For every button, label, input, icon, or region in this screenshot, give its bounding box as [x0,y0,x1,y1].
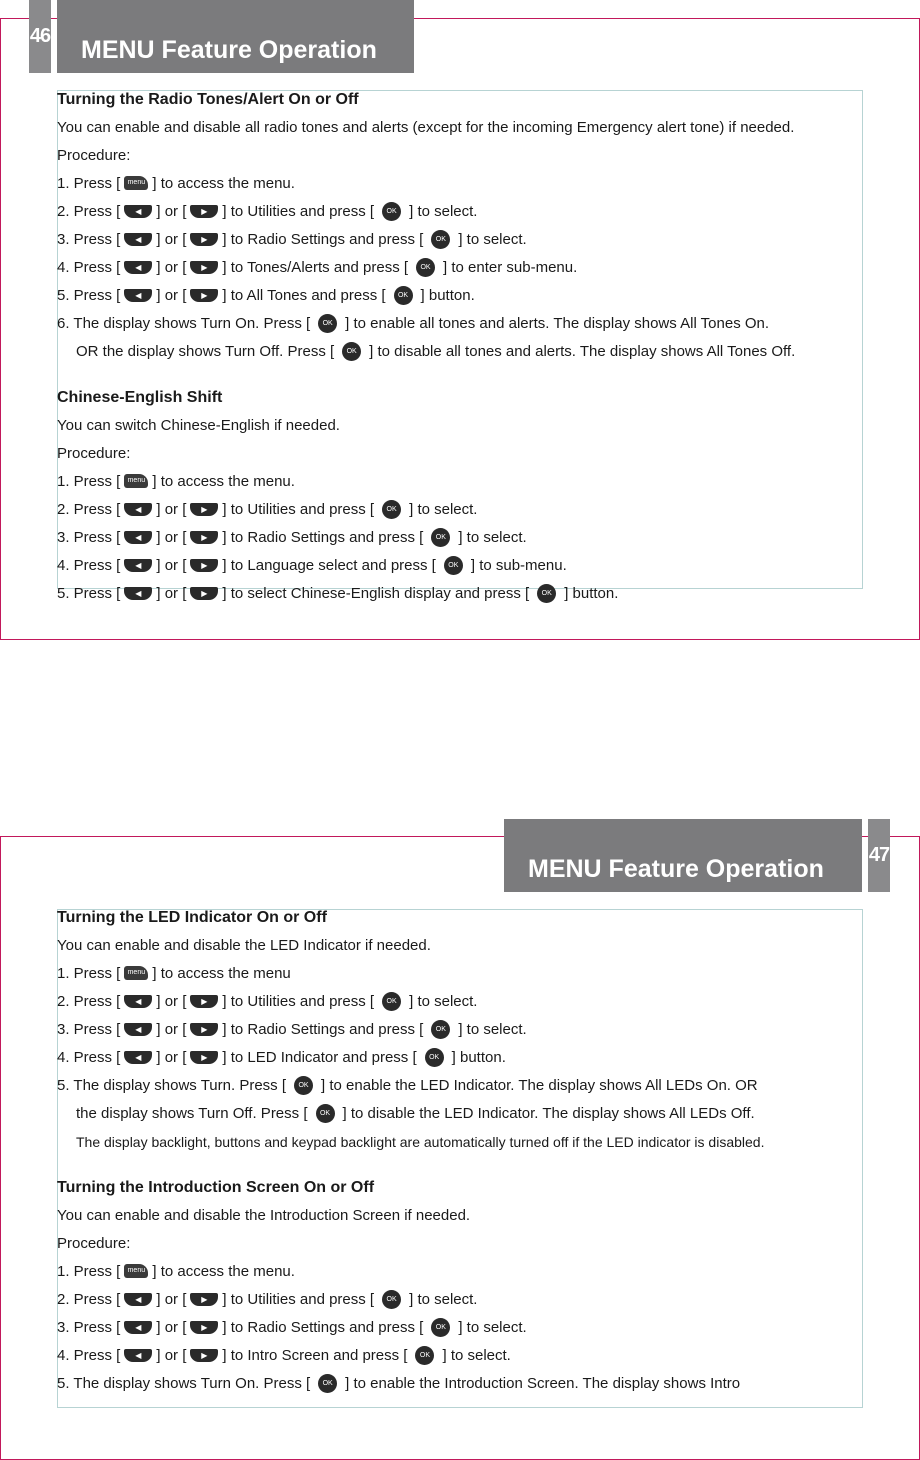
line-text: 2. Press [ [57,501,121,518]
line-text: 3. Press [ [57,1319,121,1336]
line-text: Procedure: [57,147,131,164]
line-text: 2. Press [ [57,203,121,220]
line-text: ] to Utilities and press [ [222,501,375,518]
left-arrow-key-icon: ◀ [124,587,152,600]
page-number: 47 [868,844,890,866]
ok-key-icon: OK [431,528,450,547]
procedure-line [57,1258,887,1286]
ok-key-icon: OK [537,584,556,603]
line-text: You can enable and disable all radio tones and alerts (except for the incoming Emergency alert tone) if needed. [57,119,795,136]
line-text: ] to select. [458,529,527,546]
procedure-line [57,412,887,440]
line-text: 5. The display shows Turn. Press [ [57,1077,286,1094]
line-text: Procedure: [57,445,131,462]
line-text: ] or [ [156,557,187,574]
line-text: 1. Press [ [57,1263,121,1280]
procedure-line [57,254,887,282]
line-text: 3. Press [ [57,1021,121,1038]
ok-key-icon: OK [318,314,337,333]
procedure-line [57,142,887,170]
right-arrow-key-icon: ▶ [190,587,218,600]
procedure-line [57,1044,887,1072]
line-text: ] to enable all tones and alerts. The display shows All Tones On. [345,315,770,332]
line-text: the display shows Turn Off. Press [ [76,1105,308,1122]
line-text: ] or [ [156,501,187,518]
menu-key-icon: menu [124,474,148,488]
procedure-line [57,960,887,988]
line-text: ] to access the menu. [152,1263,295,1280]
left-arrow-key-icon: ◀ [124,1349,152,1362]
right-arrow-key-icon: ▶ [190,205,218,218]
line-text: 2. Press [ [57,993,121,1010]
line-text: ] to select. [458,1319,527,1336]
line-text: ] or [ [156,1049,187,1066]
line-text: ] to Language select and press [ [222,557,436,574]
line-text: ] to access the menu. [152,473,295,490]
page-number: 46 [29,25,51,47]
line-text: ] to Radio Settings and press [ [222,1021,424,1038]
line-text: ] to Tones/Alerts and press [ [222,259,409,276]
line-text: 3. Press [ [57,529,121,546]
line-text: ] to enter sub-menu. [443,259,578,276]
menu-key-icon: menu [124,176,148,190]
procedure-line [57,1016,887,1044]
line-text: ] to select. [409,993,478,1010]
line-text: You can switch Chinese-English if needed. [57,417,340,434]
line-text: ] to enable the LED Indicator. The display shows All LEDs On. OR [321,1077,758,1094]
line-text: ] button. [451,1049,506,1066]
ok-key-icon: OK [294,1076,313,1095]
line-text: ] to sub-menu. [470,557,567,574]
right-arrow-key-icon: ▶ [190,1023,218,1036]
left-arrow-key-icon: ◀ [124,1051,152,1064]
section-heading: Turning the Introduction Screen On or Off [57,1179,375,1196]
procedure-line [57,496,887,524]
ok-key-icon: OK [431,1318,450,1337]
right-arrow-key-icon: ▶ [190,559,218,572]
line-text: ] to Intro Screen and press [ [222,1347,408,1364]
line-text: ] or [ [156,1021,187,1038]
left-arrow-key-icon: ◀ [124,531,152,544]
procedure-line [57,440,887,468]
line-text: 1. Press [ [57,965,121,982]
line-text: ] or [ [156,287,187,304]
page-title: MENU Feature Operation [81,36,377,64]
page-number-tab [29,0,51,73]
line-text: ] or [ [156,231,187,248]
line-text: ] to enable the Introduction Screen. The display shows Intro [345,1375,741,1392]
line-text: ] or [ [156,203,187,220]
line-text: 4. Press [ [57,1049,121,1066]
right-arrow-key-icon: ▶ [190,995,218,1008]
line-text: ] to select. [409,203,478,220]
right-arrow-key-icon: ▶ [190,531,218,544]
ok-key-icon: OK [431,1020,450,1039]
page-title-banner [57,0,414,73]
section-gap [57,366,887,384]
right-arrow-key-icon: ▶ [190,1051,218,1064]
line-text: ] to Radio Settings and press [ [222,529,424,546]
left-arrow-key-icon: ◀ [124,233,152,246]
line-text: 5. The display shows Turn On. Press [ [57,1375,311,1392]
right-arrow-key-icon: ▶ [190,289,218,302]
line-text: ] to Radio Settings and press [ [222,231,424,248]
line-text: ] to disable all tones and alerts. The display shows All Tones Off. [369,343,796,360]
line-text: ] to access the menu [152,965,291,982]
line-text: You can enable and disable the LED Indicator if needed. [57,937,431,954]
page-number-tab [868,819,890,892]
procedure-line [57,552,887,580]
procedure-line [57,226,887,254]
line-text: ] or [ [156,1319,187,1336]
ok-key-icon: OK [382,992,401,1011]
line-text: ] to select Chinese-English display and press [ [222,585,530,602]
line-text: Procedure: [57,1235,131,1252]
menu-key-icon: menu [124,966,148,980]
procedure-line [57,1342,887,1370]
ok-key-icon: OK [394,286,413,305]
line-text: ] to select. [409,501,478,518]
line-text: ] to access the menu. [152,175,295,192]
line-text: ] or [ [156,259,187,276]
ok-key-icon: OK [342,342,361,361]
ok-key-icon: OK [382,1290,401,1309]
line-text: ] to select. [458,231,527,248]
ok-key-icon: OK [444,556,463,575]
ok-key-icon: OK [382,500,401,519]
line-text: ] to select. [458,1021,527,1038]
line-text: 3. Press [ [57,231,121,248]
procedure-line [57,198,887,226]
procedure-line [57,338,887,366]
line-text: ] to select. [409,1291,478,1308]
line-text: ] to Utilities and press [ [222,1291,375,1308]
right-arrow-key-icon: ▶ [190,1349,218,1362]
right-arrow-key-icon: ▶ [190,233,218,246]
ok-key-icon: OK [416,258,435,277]
procedure-line [57,988,887,1016]
left-arrow-key-icon: ◀ [124,503,152,516]
page-title-banner [504,819,862,892]
line-text: ] button. [420,287,475,304]
right-arrow-key-icon: ▶ [190,503,218,516]
left-arrow-key-icon: ◀ [124,1321,152,1334]
line-text: ] to disable the LED Indicator. The display shows All LEDs Off. [342,1105,755,1122]
line-text: ] to Utilities and press [ [222,993,375,1010]
ok-key-icon: OK [415,1346,434,1365]
left-arrow-key-icon: ◀ [124,1023,152,1036]
procedure-line [57,580,887,608]
line-text: 5. Press [ [57,585,121,602]
section-heading: Turning the Radio Tones/Alert On or Off [57,91,359,108]
line-text: ] or [ [156,993,187,1010]
line-text: You can enable and disable the Introduction Screen if needed. [57,1207,471,1224]
line-text: 4. Press [ [57,557,121,574]
line-text: The display backlight, buttons and keypad backlight are automatically turned off if the LED indicator is disabled. [76,1134,765,1150]
left-arrow-key-icon: ◀ [124,289,152,302]
ok-key-icon: OK [318,1374,337,1393]
procedure-line [57,1230,887,1258]
line-text: 4. Press [ [57,1347,121,1364]
ok-key-icon: OK [431,230,450,249]
procedure-line [57,1286,887,1314]
line-text: 4. Press [ [57,259,121,276]
line-text: ] to LED Indicator and press [ [222,1049,417,1066]
ok-key-icon: OK [425,1048,444,1067]
menu-key-icon: menu [124,1264,148,1278]
line-text: 5. Press [ [57,287,121,304]
left-arrow-key-icon: ◀ [124,995,152,1008]
procedure-line [57,932,887,960]
section-heading: Turning the LED Indicator On or Off [57,909,327,926]
line-text: ] to Radio Settings and press [ [222,1319,424,1336]
line-text: ] to Utilities and press [ [222,203,375,220]
procedure-line [57,282,887,310]
procedure-line [57,524,887,552]
right-arrow-key-icon: ▶ [190,261,218,274]
section-heading: Chinese-English Shift [57,389,223,406]
procedure-line [57,1072,887,1100]
ok-key-icon: OK [382,202,401,221]
line-text: 1. Press [ [57,175,121,192]
line-text: 2. Press [ [57,1291,121,1308]
page-47-content [57,904,887,1398]
left-arrow-key-icon: ◀ [124,261,152,274]
line-text: ] or [ [156,529,187,546]
procedure-line [57,468,887,496]
procedure-line [57,310,887,338]
procedure-line [57,1370,887,1398]
right-arrow-key-icon: ▶ [190,1293,218,1306]
ok-key-icon: OK [316,1104,335,1123]
procedure-line [57,170,887,198]
line-text: ] or [ [156,1347,187,1364]
line-text: ] button. [564,585,619,602]
line-text: 1. Press [ [57,473,121,490]
left-arrow-key-icon: ◀ [124,559,152,572]
procedure-line [57,114,887,142]
procedure-line [57,1314,887,1342]
line-text: ] or [ [156,1291,187,1308]
page-title: MENU Feature Operation [528,855,824,883]
line-text: ] to select. [442,1347,511,1364]
line-text: 6. The display shows Turn On. Press [ [57,315,311,332]
procedure-line [57,1100,887,1128]
page-46-content [57,86,887,608]
right-arrow-key-icon: ▶ [190,1321,218,1334]
procedure-line [57,1202,887,1230]
line-text: OR the display shows Turn Off. Press [ [76,343,335,360]
left-arrow-key-icon: ◀ [124,205,152,218]
line-text: ] or [ [156,585,187,602]
procedure-line [57,1128,887,1156]
line-text: ] to All Tones and press [ [222,287,386,304]
left-arrow-key-icon: ◀ [124,1293,152,1306]
section-gap [57,1156,887,1174]
